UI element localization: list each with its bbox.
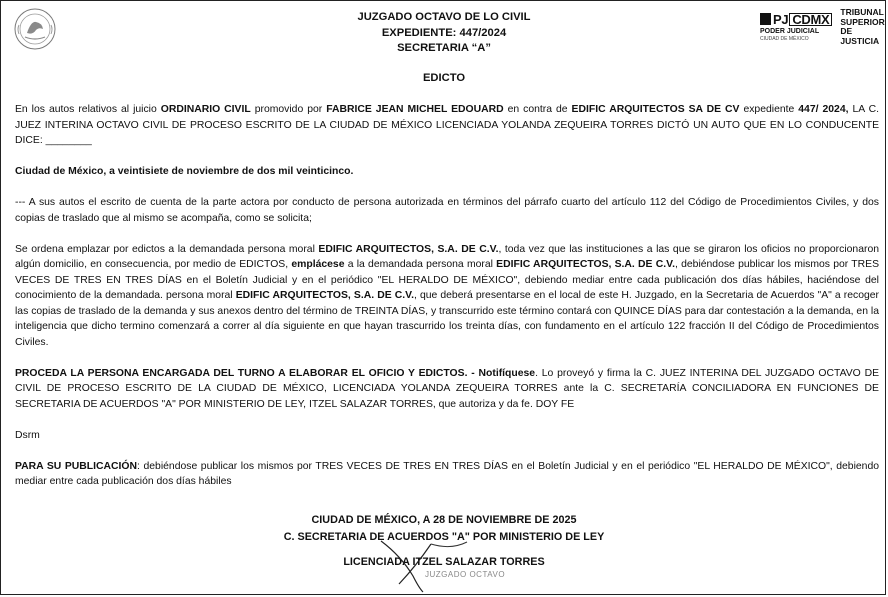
logo-wordmark [760,13,832,26]
sign-role: C. SECRETARIA DE ACUERDOS "A" POR MINISTERIO DE LEY [283,530,605,543]
document-body [15,102,879,505]
document-title: EDICTO [422,72,466,84]
pjcdmx-logo [760,7,885,46]
expediente-number: EXPEDIENTE: 447/2024 [381,26,507,39]
paragraph-publicacion: PARA SU PUBLICACIÓN: debiéndose publicar los mismos por TRES VECES DE TRES EN TRES DÍAS en el Boletín Judicial y en el periódico "EL HERALDO DE MÉXICO", debiendo mediar entre cada publicación dos días hábiles [15,460,880,487]
logo-ciudad: CIUDAD DE MÉXICO [760,35,809,42]
logo-pj: PJ [773,11,789,27]
paragraph-cuenta: --- A sus autos el escrito de cuenta de la parte actora por conducto de persona autorizada en términos del párrafo cuarto del artículo 112 del Código de Procedimientos Civiles, y dos copias de traslado que al mismo se acompaña, como se solicita; [15,197,879,224]
paragraph-initials: Dsrm [15,429,40,441]
sign-date: CIUDAD DE MÉXICO, A 28 DE NOVIEMBRE DE 2025 [311,514,577,526]
paragraph-order: Se ordena emplazar por edictos a la demandada persona moral EDIFIC ARQUITECTOS, S.A. DE C.V., toda vez que las instituciones a las que se giraron los oficios no proporcionaron algún domicilio, en consecuencia, por medio de EDICTOS, emplácese a la demandada persona moral EDIFIC ARQUITECTOS, S.A. DE C.V., debiéndose publicar los mismos por TRES VECES DE TRES EN TRES DÍAS en el Boletín Judicial y en el periódico "EL HERALDO DE MÉXICO", debiendo mediar entre cada publicación dos días hábiles, haciéndose del conocimiento de la demandada. persona moral EDIFIC ARQUITECTOS, S.A. DE C.V., que deberá presentarse en el local de este H. Juzgado, en la Secretaria de Acuerdos "A" a recoger las copias de traslado de la demanda y sus anexos dentro del término de TREINTA DÍAS, y transcurrido este término contará con QUINCE DÍAS para dar contestación a la demanda, en la inteligencia que dicho termino comenzará a correr al día siguiente en que hayan trascurrido los treinta días, con fundamento en el artículo 122 fracción II del Código de Procedimientos Civiles. [15,243,879,348]
logo-tribunal [840,8,884,46]
logo-poder-judicial: PODER JUDICIAL [760,27,820,35]
court-stamp: JUZGADO OCTAVO [425,570,506,579]
logo-cdmx: CDMX [789,13,832,26]
secretaria-label: SECRETARIA “A” [397,42,491,54]
court-name: JUZGADO OCTAVO DE LO CIVIL [357,11,531,23]
paragraph-intro: En los autos relativos al juicio ORDINARIO CIVIL promovido por FABRICE JEAN MICHEL EDOUARD en contra de EDIFIC ARQUITECTOS SA DE CV expediente 447/ 2024, LA C. JUEZ INTERINA OCTAVO CIVIL DE PROCESO ESCRITO DE LA CIUDAD DE MÉXICO LICENCIADA YOLANDA ZEQUEIRA TORRES DICTÓ UN AUTO QUE EN LO CONDUCENTE DICE: ________ [15,104,879,146]
logo-tribunal-line3: JUSTICIA [840,35,880,46]
paragraph-date: Ciudad de México, a veintisiete de noviembre de dos mil veinticinco. [15,166,354,177]
document-header [1,7,886,57]
logo-tribunal-line2: SUPERIOR DE [840,16,885,36]
logo-square-icon [760,13,771,25]
sign-name: LICENCIADA ITZEL SALAZAR TORRES [343,556,545,568]
logo-tribunal-line1: TRIBUNAL [840,7,884,17]
logo-mark [760,13,832,42]
paragraph-proceda: PROCEDA LA PERSONA ENCARGADA DEL TURNO A ELABORAR EL OFICIO Y EDICTOS. - Notifíquese. Lo proveyó y firma la C. JUEZ INTERINA DEL JUZGADO OCTAVO DE CIVIL DE PROCESO ESCRITO DE LA CIUDAD DE MÉXICO, LICENCIADA YOLANDA ZEQUEIRA TORRES ante la C. SECRETARÍA CONCILIADORA EN FUNCIONES DE SECRETARIA DE ACUERDOS "A" POR MINISTERIO DE LEY, ITZEL SALAZAR TORRES, que autoriza y da fe. DOY FE [15,367,880,410]
handwritten-signature-icon [371,536,491,595]
